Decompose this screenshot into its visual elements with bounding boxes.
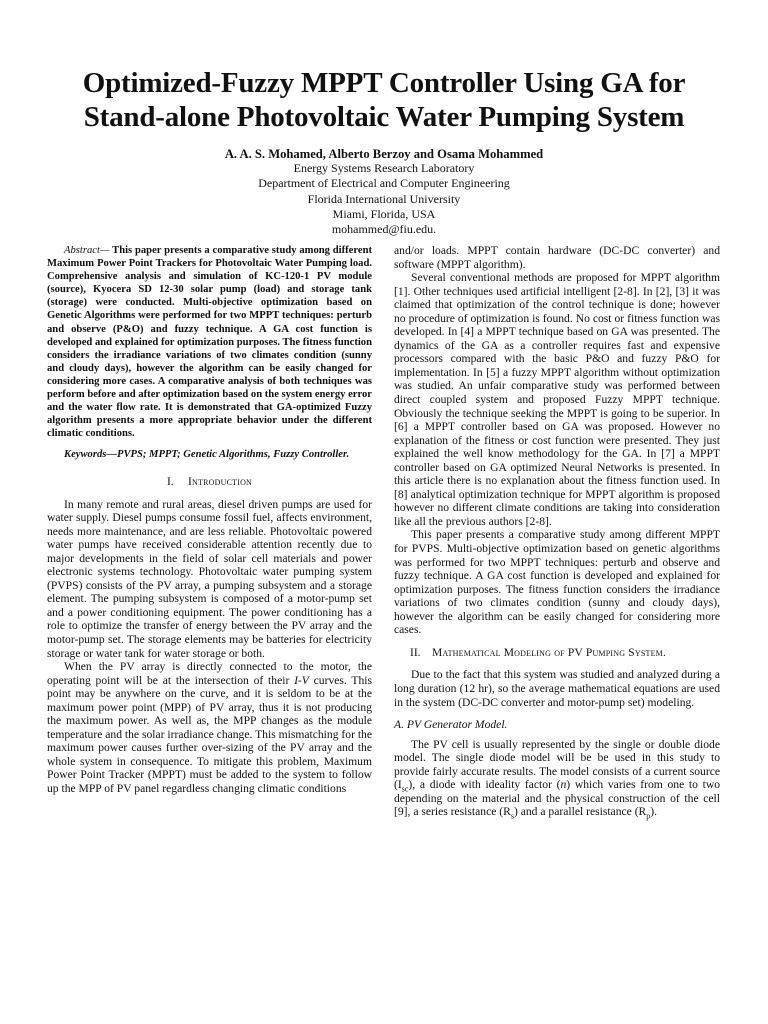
subscript-p: p <box>646 811 651 821</box>
section-heading-modeling <box>394 647 720 661</box>
pv-text-b: ), a diode with ideality factor ( <box>408 778 561 792</box>
affiliation-university: Florida International University <box>307 191 461 206</box>
iv-term: I-V <box>294 673 309 687</box>
keywords <box>47 448 372 461</box>
affiliation-dept: Department of Electrical and Computer Engineering <box>258 176 510 191</box>
affiliation-block <box>30 161 738 237</box>
abstract-dash: — <box>99 245 113 256</box>
abstract-text: This paper presents a comparative study among different Maximum Power Point Trackers for Photovoltaic Water Pumping load. Comprehensive analysis and simulation of KC-120-1 PV module (source), Kyocera SD 12-30 solar pump (load) and storage tank (storage) were conducted. Multi-objective optimization based on Genetic Algorithms were performed for two MPPT techniques: perturb and observe (P&O) and fuzzy technique. A GA cost function is developed and explained for optimization purposes. The fitness function considers the irradiance variations of two climates condition (sunny and cloudy days), however the algorithm can be easily changed for considering more cases. A comparative analysis of both techniques was perform before and after optimization based on the system energy error and the water flow rate. It is demonstrated that GA-optimized Fuzzy algorithm presents a more appropriate behavior under the different climatic conditions. <box>47 245 372 440</box>
pv-text-c: ) which varies from one to two depending on the material and the physical construction of the cell [9], a series resistance (R <box>394 778 721 819</box>
right-column <box>394 244 720 819</box>
section-number: II. <box>410 646 421 659</box>
section-title: Introduction <box>188 475 253 488</box>
keywords-label: Keywords— <box>64 449 117 461</box>
pv-model-paragraph <box>394 738 720 819</box>
section-number: I. <box>166 475 174 488</box>
affiliation-email: mohammed@fiu.edu. <box>331 222 437 237</box>
related-work-paragraph: Several conventional methods are proposed for MPPT algorithm [1]. Other techniques used artificial intelligent [2-8]. In [2], [3] it was claimed that optimization of the control technique is done; however no procedure of optimization is found. No cost or fitness function was developed. In [4] a MPPT technique based on GA was presented. The dynamics of the GA as a controller requires fast and expensive processors compared with the basic P&O and fuzzy P&O for implementation. In [5] a fuzzy MPPT algorithm without optimization was studied. An unfair comparative study was performed between direct coupled system and proposed Fuzzy MPPT technique. Obviously the technique seeking the MPPT is going to be superior. In [6] a MPPT controller based on GA was proposed. However no explanation of the fitness or cost function were presented. They just explained the well know methodology for the GA. In [7] a MPPT controller based on GA optimized Neural Networks is presented. In this article there is no explanation about the fitness function used. In [8] analytical optimization technique for MPPT algorithm is proposed however no different climate conditions are taking into consideration like all the previous authors [2-8]. <box>394 271 720 528</box>
abstract <box>47 244 372 440</box>
author-list: A. A. S. Mohamed, Alberto Berzoy and Osama Mohammed <box>224 147 544 161</box>
intro-p2-part-b: curves. This point may be anywhere on the curve, and it is seldom to be at the maximum power point (MPP) of PV array, thus it is not producing the maximum power. As well as, the MPP changes as the module temperature and the solar irradiance change. This mismatching for the maximum power causes further over-sizing of the PV array and the whole system in consequence. To mitigate this problem, Maximum Power Point Tracker (MPPT) must be added to the system to follow up the MPP of PV panel regardless changing climatic conditions <box>47 673 372 795</box>
contribution-paragraph: This paper presents a comparative study among different MPPT for PVPS. Multi-objective optimization based on genetic algorithms was performed for two MPPT techniques: perturb and observe and fuzzy technique. A GA cost function is developed and explained for optimization purposes. The fitness function considers the irradiance variations of two climates condition (sunny and cloudy days), however the algorithm can be easily changed for considering more cases. <box>394 528 720 637</box>
subsection-heading-pv-generator: A. PV Generator Model. <box>394 718 508 732</box>
abstract-label: Abstract <box>64 245 100 256</box>
modeling-paragraph: Due to the fact that this system was studied and analyzed during a long duration (12 hr), so the average mathematical equations are used in the system (DC-DC converter and motor-pump set) modeling. <box>394 668 720 709</box>
pv-text-d: ) and a parallel resistance (R <box>513 805 647 819</box>
intro-paragraph-2 <box>47 660 372 795</box>
left-column <box>47 244 372 796</box>
affiliation-city: Miami, Florida, USA <box>332 206 436 221</box>
title-line-1: Optimized-Fuzzy MPPT Controller Using GA for <box>82 67 686 99</box>
intro-paragraph-1: In many remote and rural areas, diesel driven pumps are used for water supply. Diesel pumps consume fossil fuel, affects environment, needs more maintenance, and are less reliable. Photovoltaic powered water pumps have received considerable attention recently due to major developments in the field of solar cell materials and power electronic systems technology. Photovoltaic water pumping system (PVPS) consists of the PV array, a pumping subsystem and a storage element. The pumping subsystem is composed of a motor-pump set and a power conditioning equipment. The power conditioning has a role to optimize the transfer of energy between the PV array and the motor-pump set. The storage elements may be batteries for electricity storage or water tank for water storage or both. <box>47 497 372 660</box>
keywords-text: PVPS; MPPT; Genetic Algorithms, Fuzzy Controller. <box>116 449 350 461</box>
subscript-s: s <box>510 811 514 821</box>
intro-p2-part-a: When the PV array is directly connected to the motor, the operating point will be at the intersection of their <box>47 660 372 687</box>
pv-text-e: ). <box>650 805 658 819</box>
pv-text-a: The PV cell is usually represented by the single or double diode model. The single diode model will be be used in this study to provide fairly accurate results. The model consists of a current source (I <box>394 737 720 792</box>
continued-paragraph: and/or loads. MPPT contain hardware (DC-DC converter) and software (MPPT algorithm). <box>394 244 720 271</box>
section-title: Mathematical Modeling of PV Pumping System. <box>432 646 667 659</box>
subscript-sc: sc <box>401 784 409 794</box>
paper-title <box>30 66 738 134</box>
affiliation-lab: Energy Systems Research Laboratory <box>293 161 475 175</box>
section-heading-introduction <box>47 476 372 489</box>
title-line-2: Stand-alone Photovoltaic Water Pumping System <box>83 101 685 133</box>
ideality-symbol: n <box>560 778 567 792</box>
